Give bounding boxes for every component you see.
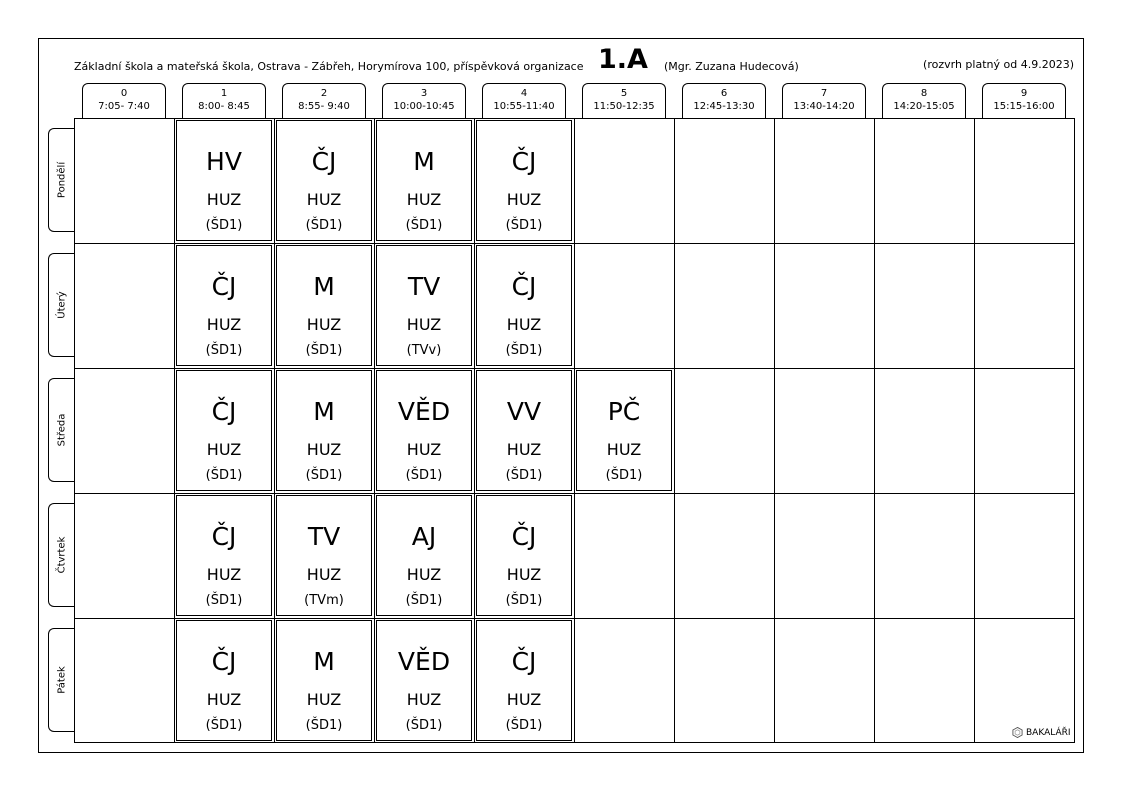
lesson-teacher: HUZ: [406, 565, 442, 584]
day-label-3: [48, 503, 74, 607]
day-label-1: [48, 253, 74, 357]
period-time: 10:00-10:45: [393, 101, 455, 112]
period-number: 5: [620, 88, 628, 99]
lesson-cell: [276, 245, 372, 366]
lesson-room: (ŠD1): [205, 218, 243, 233]
grid-column-divider: [574, 118, 575, 743]
grid-row-divider: [74, 368, 1075, 369]
lesson-room: (ŠD1): [205, 593, 243, 608]
class-title: 1.A: [598, 44, 648, 75]
grid-column-divider: [674, 118, 675, 743]
lesson-teacher: HUZ: [306, 690, 342, 709]
period-header-1: [182, 83, 266, 118]
period-number: 6: [720, 88, 728, 99]
lesson-teacher: HUZ: [306, 565, 342, 584]
school-name: Základní škola a mateřská škola, Ostrava - Zábřeh, Horymírova 100, příspěvková organizace: [74, 60, 584, 73]
period-number: 9: [1020, 88, 1028, 99]
period-header-3: [382, 83, 466, 118]
lesson-subject: AJ: [411, 522, 437, 551]
lesson-subject: M: [313, 397, 335, 426]
lesson-cell: [276, 620, 372, 741]
grid-column-divider: [874, 118, 875, 743]
period-header-9: [982, 83, 1066, 118]
lesson-subject: ČJ: [311, 147, 337, 176]
lesson-room: (ŠD1): [505, 218, 543, 233]
lesson-subject: ČJ: [511, 272, 537, 301]
lesson-subject: ČJ: [511, 147, 537, 176]
period-header-8: [882, 83, 966, 118]
lesson-cell: [176, 495, 272, 616]
day-label-2: [48, 378, 74, 482]
lesson-room: (ŠD1): [505, 593, 543, 608]
lesson-cell: [276, 495, 372, 616]
lesson-room: (ŠD1): [405, 218, 443, 233]
day-name: Čtvrtek: [56, 536, 67, 574]
lesson-subject: ČJ: [211, 397, 237, 426]
lesson-teacher: HUZ: [506, 440, 542, 459]
lesson-cell: [476, 620, 572, 741]
lesson-subject: ČJ: [211, 272, 237, 301]
lesson-subject: PČ: [607, 397, 641, 426]
lesson-subject: VĚD: [397, 397, 451, 426]
day-name: Pátek: [56, 666, 67, 694]
lesson-cell: [476, 120, 572, 241]
period-header-7: [782, 83, 866, 118]
lesson-room: (ŠD1): [205, 718, 243, 733]
lesson-room: (ŠD1): [505, 718, 543, 733]
class-teacher: (Mgr. Zuzana Hudecová): [664, 60, 799, 73]
lesson-cell: [376, 620, 472, 741]
period-number: 7: [820, 88, 828, 99]
period-header-2: [282, 83, 366, 118]
lesson-cell: [376, 495, 472, 616]
lesson-subject: M: [313, 272, 335, 301]
lesson-teacher: HUZ: [406, 190, 442, 209]
lesson-teacher: HUZ: [506, 690, 542, 709]
day-name: Středa: [56, 413, 67, 447]
lesson-room: (ŠD1): [305, 718, 343, 733]
lesson-teacher: HUZ: [506, 190, 542, 209]
lesson-subject: HV: [206, 147, 242, 176]
grid-column-divider: [274, 118, 275, 743]
grid-column-divider: [174, 118, 175, 743]
lesson-room: (ŠD1): [305, 468, 343, 483]
lesson-subject: TV: [407, 272, 441, 301]
lesson-subject: M: [413, 147, 435, 176]
grid-column-divider: [474, 118, 475, 743]
lesson-teacher: HUZ: [206, 565, 242, 584]
lesson-teacher: HUZ: [306, 440, 342, 459]
lesson-subject: ČJ: [511, 522, 537, 551]
period-number: 2: [320, 88, 328, 99]
lesson-subject: ČJ: [211, 522, 237, 551]
lesson-cell: [276, 370, 372, 491]
lesson-cell: [376, 370, 472, 491]
grid-row-divider: [74, 618, 1075, 619]
period-header-5: [582, 83, 666, 118]
logo-text: BAKALÁŘI: [1026, 727, 1071, 738]
period-time: 14:20-15:05: [893, 101, 955, 112]
period-header-6: [682, 83, 766, 118]
lesson-room: (ŠD1): [305, 218, 343, 233]
grid-column-divider: [974, 118, 975, 743]
period-number: 1: [220, 88, 228, 99]
period-number: 0: [120, 88, 128, 99]
lesson-cell: [276, 120, 372, 241]
period-header-4: [482, 83, 566, 118]
period-time: 12:45-13:30: [693, 101, 755, 112]
lesson-subject: M: [313, 647, 335, 676]
day-name: Pondělí: [56, 161, 67, 199]
valid-from: (rozvrh platný od 4.9.2023): [923, 58, 1074, 71]
lesson-teacher: HUZ: [206, 190, 242, 209]
lesson-subject: VV: [506, 397, 542, 426]
day-name: Úterý: [56, 291, 67, 319]
period-number: 3: [420, 88, 428, 99]
period-number: 8: [920, 88, 928, 99]
day-label-0: [48, 128, 74, 232]
lesson-teacher: HUZ: [306, 190, 342, 209]
period-time: 15:15-16:00: [993, 101, 1055, 112]
lesson-cell: [576, 370, 672, 491]
grid-row-divider: [74, 243, 1075, 244]
lesson-teacher: HUZ: [506, 565, 542, 584]
lesson-teacher: HUZ: [406, 440, 442, 459]
lesson-room: (ŠD1): [205, 468, 243, 483]
lesson-subject: ČJ: [511, 647, 537, 676]
period-number: 4: [520, 88, 528, 99]
lesson-cell: [176, 120, 272, 241]
lesson-teacher: HUZ: [406, 690, 442, 709]
lesson-room: (ŠD1): [205, 343, 243, 358]
bakalari-logo-icon: [1012, 727, 1023, 738]
lesson-teacher: HUZ: [206, 690, 242, 709]
grid-column-divider: [774, 118, 775, 743]
lesson-room: (TVm): [304, 593, 344, 608]
period-time: 13:40-14:20: [793, 101, 855, 112]
period-time: 11:50-12:35: [593, 101, 655, 112]
lesson-subject: ČJ: [211, 647, 237, 676]
grid-column-divider: [374, 118, 375, 743]
period-time: 8:00- 8:45: [198, 101, 250, 112]
period-time: 8:55- 9:40: [298, 101, 350, 112]
lesson-cell: [476, 370, 572, 491]
lesson-teacher: HUZ: [406, 315, 442, 334]
lesson-room: (ŠD1): [505, 343, 543, 358]
lesson-subject: VĚD: [397, 647, 451, 676]
lesson-cell: [476, 245, 572, 366]
day-label-4: [48, 628, 74, 732]
lesson-teacher: HUZ: [306, 315, 342, 334]
lesson-cell: [176, 620, 272, 741]
period-time: 7:05- 7:40: [98, 101, 150, 112]
lesson-room: (ŠD1): [405, 593, 443, 608]
period-time: 10:55-11:40: [493, 101, 555, 112]
lesson-subject: TV: [307, 522, 341, 551]
lesson-cell: [376, 120, 472, 241]
lesson-teacher: HUZ: [506, 315, 542, 334]
lesson-cell: [176, 245, 272, 366]
lesson-room: (ŠD1): [405, 718, 443, 733]
lesson-room: (ŠD1): [605, 468, 643, 483]
lesson-teacher: HUZ: [206, 315, 242, 334]
lesson-teacher: HUZ: [606, 440, 642, 459]
lesson-room: (ŠD1): [405, 468, 443, 483]
lesson-teacher: HUZ: [206, 440, 242, 459]
lesson-cell: [376, 245, 472, 366]
lesson-cell: [176, 370, 272, 491]
lesson-room: (ŠD1): [305, 343, 343, 358]
bakalari-logo: [1012, 727, 1071, 738]
lesson-room: (ŠD1): [505, 468, 543, 483]
period-header-0: [82, 83, 166, 118]
lesson-cell: [476, 495, 572, 616]
grid-row-divider: [74, 493, 1075, 494]
lesson-room: (TVv): [406, 343, 442, 358]
